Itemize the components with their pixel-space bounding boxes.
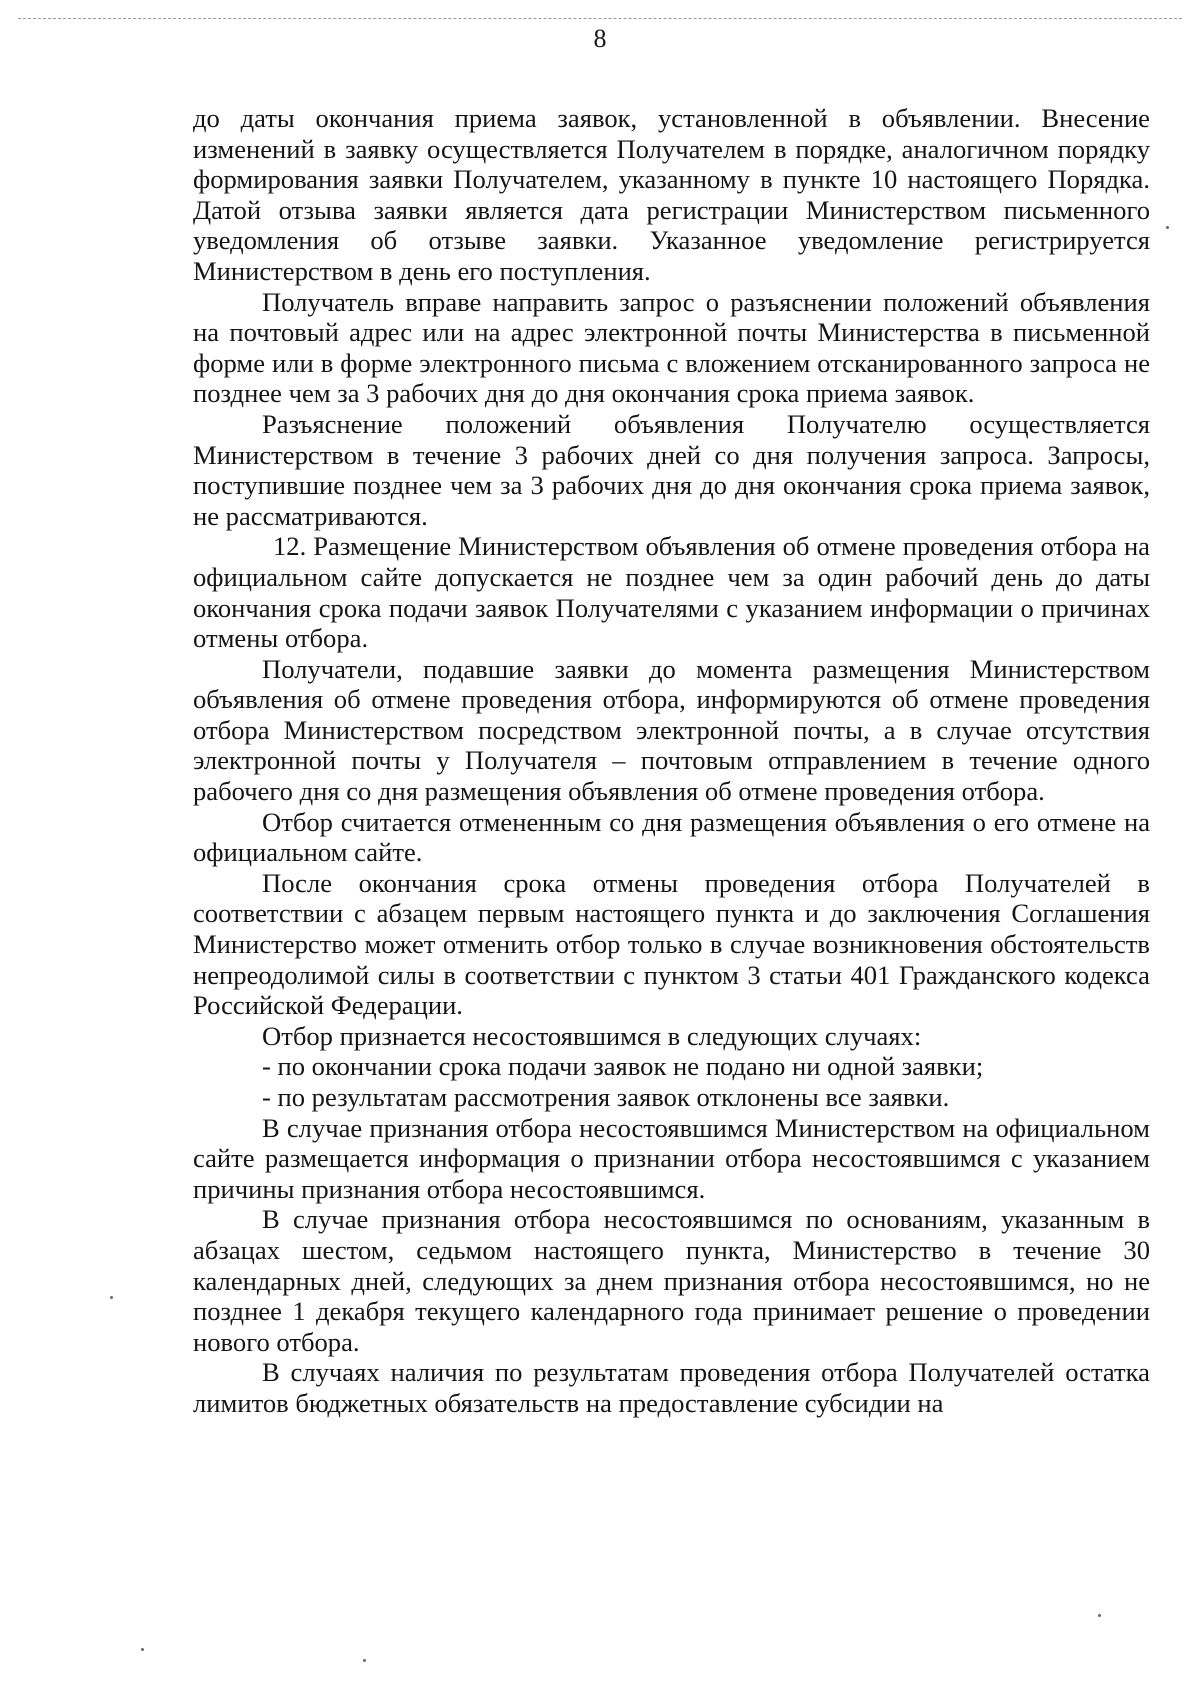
scan-edge-line (18, 18, 1182, 19)
scan-speck (1098, 1614, 1101, 1617)
scan-speck (1166, 226, 1169, 229)
paragraph-remaining-limits: В случаях наличия по результатам проведения отбора Получателей остатка лимитов бюджетных обязательств на предоставление субсидии на (193, 1357, 1150, 1418)
scan-speck (363, 1659, 366, 1662)
paragraph-clarification-request: Получатель вправе направить запрос о разъяснении положений объявления на почтовый адрес или на адрес электронной почты Министерства в письменной форме или в форме электронного письма с вложением отсканированного запроса не позднее чем за 3 рабочих дня до дня окончания срока приема заявок. (193, 286, 1150, 409)
page-number: 8 (593, 24, 607, 53)
paragraph-force-majeure: После окончания срока отмены проведения отбора Получателей в соответствии с абзацем первым настоящего пункта и до заключения Соглашения Министерство может отменить отбор только в случае возникновения обстоятельств непреодолимой силы в соответствии с пунктом 3 статьи 401 Гражданского кодекса Российской Федерации. (193, 867, 1150, 1021)
document-body (193, 103, 1150, 1419)
list-item-all-rejected: - по результатам рассмотрения заявок отклонены все заявки. (262, 1082, 950, 1112)
paragraph-failed-selection-publication: В случае признания отбора несостоявшимся Министерством на официальном сайте размещается информация о признании отбора несостоявшимся с указанием причины признания отбора несостоявшимся. (193, 1112, 1150, 1204)
paragraph-withdrawal-continuation: до даты окончания приема заявок, установленной в объявлении. Внесение изменений в заявку осуществляется Получателем в порядке, аналогичном порядку формирования заявки Получателем, указанному в пункте 10 настоящего Порядка. Датой отзыва заявки является дата регистрации Министерством письменного уведомления об отзыве заявки. Указанное уведомление регистрируется Министерством в день его поступления. (193, 103, 1150, 286)
list-item-no-applications: - по окончании срока подачи заявок не подано ни одной заявки; (262, 1051, 984, 1082)
paragraph-notification-of-cancellation: Получатели, подавшие заявки до момента размещения Министерством объявления об отмене проведения отбора, информируются об отмене проведения отбора Министерством посредством электронной почты, а в случае отсутствия электронной почты у Получателя – почтовым отправлением в течение одного рабочего дня со дня размещения объявления об отмене проведения отбора. (193, 653, 1150, 807)
paragraph-new-selection-decision: В случае признания отбора несостоявшимся по основаниям, указанным в абзацах шестом, седьмом настоящего пункта, Министерство в течение 30 календарных дней, следующих за днем признания отбора несостоявшимся, но не позднее 1 декабря текущего календарного года принимает решение о проведении нового отбора. (193, 1204, 1150, 1357)
paragraph-item-12: 12. Размещение Министерством объявления об отмене проведения отбора на официальном сайте допускается не позднее чем за один рабочий день до даты окончания срока подачи заявок Получателями с указанием информации о причинах отмены отбора. (193, 531, 1150, 654)
paragraph-failed-selection-cases: Отбор признается несостоявшимся в следующих случаях: (262, 1020, 922, 1051)
scan-speck (110, 1296, 113, 1299)
scan-speck (141, 1648, 144, 1651)
paragraph-cancellation-effective: Отбор считается отмененным со дня размещения объявления о его отмене на официальном сайте. (193, 806, 1150, 868)
paragraph-clarification-response: Разъяснение положений объявления Получателю осуществляется Министерством в течение 3 рабочих дней со дня получения запроса. Запросы, поступившие позднее чем за 3 рабочих дня до дня окончания срока приема заявок, не рассматриваются. (193, 408, 1150, 531)
